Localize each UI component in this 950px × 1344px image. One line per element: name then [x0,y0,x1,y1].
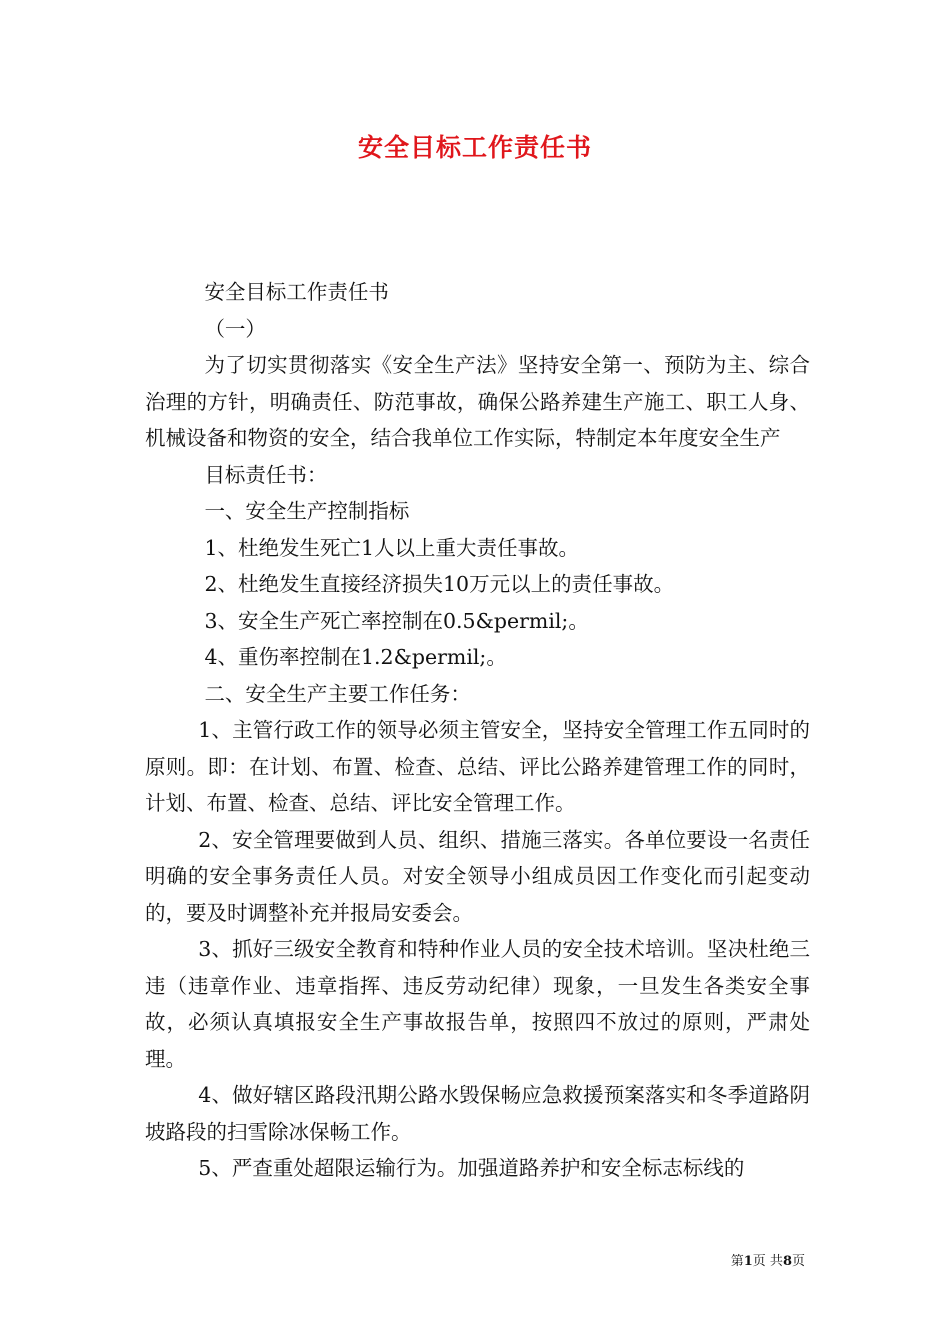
footer-middle: 页 共 [752,1254,783,1269]
paragraph-task-2: 2、安全管理要做到人员、组织、措施三落实。各单位要设一名责任明确的安全事务责任人员。对安全领导小组成员因工作变化而引起变动的，要及时调整补充并报局安委会。 [145,827,810,925]
paragraph-indicator-2: 2、杜绝发生直接经济损失10万元以上的责任事故。 [204,572,675,596]
paragraph-task-5: 5、严查重处超限运输行为。加强道路养护和安全标志标线的 [198,1156,745,1180]
document-title: 安全目标工作责任书 [357,133,592,162]
paragraph-task-1: 1、主管行政工作的领导必须主管安全，坚持安全管理工作五同时的原则。即：在计划、布置、检查、总结、评比公路养建管理工作的同时，计划、布置、检查、总结、评比安全管理工作。 [145,718,810,815]
paragraph-task-4: 4、做好辖区路段汛期公路水毁保畅应急救援预案落实和冬季道路阴坡路段的扫雪除冰保畅工作。 [145,1083,810,1144]
paragraph-heading-tasks: 二、安全生产主要工作任务： [204,681,471,706]
paragraph-goal-heading: 目标责任书： [204,462,328,487]
paragraph-section-number: （一） [204,316,266,341]
paragraph-indicator-1: 1、杜绝发生死亡1人以上重大责任事故。 [204,535,580,560]
footer-current-page: 1 [743,1254,753,1269]
paragraph-subtitle: 安全目标工作责任书 [204,280,389,304]
paragraph-indicator-3: 3、安全生产死亡率控制在0.5&permil;。 [204,608,589,633]
document-body [145,274,810,1187]
paragraph-heading-indicators: 一、安全生产控制指标 [204,499,410,523]
page-footer [731,1253,805,1271]
paragraph-intro: 为了切实贯彻落实《安全生产法》坚持安全第一、预防为主、综合治理的方针，明确责任、防范事故，确保公路养建生产施工、职工人身、机械设备和物资的安全，结合我单位工作实际，特制定本年度安全生产 [145,353,810,450]
footer-total-pages: 8 [782,1254,792,1269]
footer-suffix: 页 [791,1254,805,1269]
paragraph-indicator-4: 4、重伤率控制在1.2&permil;。 [204,645,507,669]
paragraph-task-3: 3、抓好三级安全教育和特种作业人员的安全技术培训。坚决杜绝三违（违章作业、违章指挥、违反劳动纪律）现象，一旦发生各类安全事故，必须认真填报安全生产事故报告单，按照四不放过的原则，严肃处理。 [145,937,810,1071]
footer-prefix: 第 [730,1254,744,1269]
